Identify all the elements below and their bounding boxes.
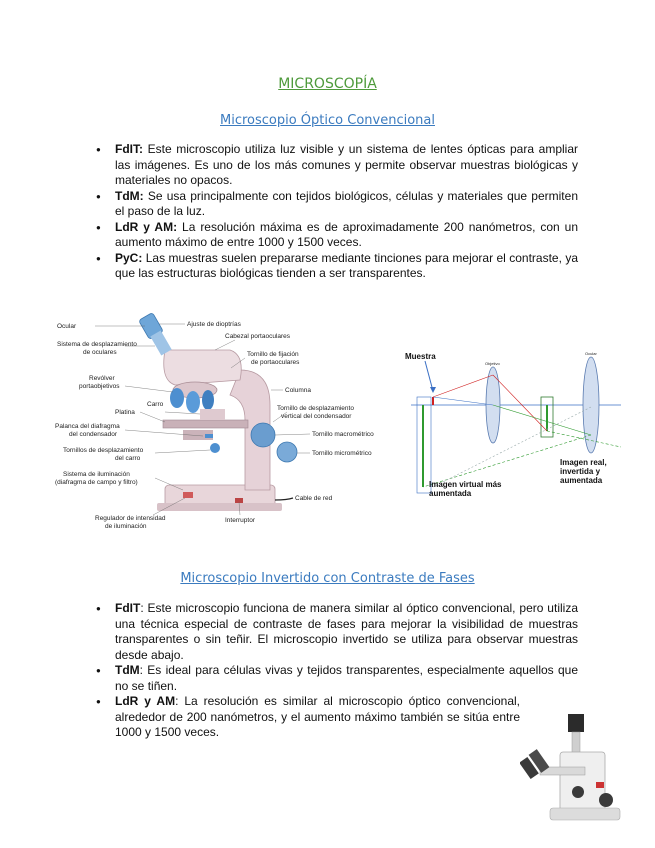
label-imagen-virtual-2: aumentada bbox=[429, 489, 472, 498]
label-cable: Cable de red bbox=[295, 495, 333, 502]
label-tornillos-carro: Tornillos de desplazamiento bbox=[63, 447, 144, 454]
label-revolver: Revólver bbox=[89, 375, 115, 382]
label-tornillos-carro-2: del carro bbox=[115, 455, 141, 462]
list-item: ● PyC: Las muestras suelen prepararse mediante tinciones para mejorar el contraste, ya que las estructuras biológicas tienden a ser transparentes. bbox=[115, 251, 578, 282]
label-platina: Platina bbox=[115, 409, 135, 416]
label-tornillo-vert-2: vertical del condensador bbox=[281, 413, 352, 420]
label-macro: Tornillo macrométrico bbox=[312, 431, 374, 438]
label-tornillo-vert: Tornillo de desplazamiento bbox=[277, 405, 354, 412]
label-imagen-real: Imagen real, bbox=[560, 458, 607, 467]
label-sistema-desp-2: de oculares bbox=[83, 349, 117, 356]
label-interruptor: Interruptor bbox=[225, 517, 255, 524]
label-tornillo-fij: Tornillo de fijación bbox=[247, 351, 299, 358]
label-carro: Carro bbox=[147, 401, 164, 408]
label-regulador-2: de iluminación bbox=[105, 523, 147, 530]
list-item: ● LdR y AM: La resolución máxima es de aproximadamente 200 nanómetros, con un aumento máximo de entre 1000 y 1500 veces. bbox=[115, 220, 578, 251]
inverted-microscope-image bbox=[520, 712, 625, 824]
section1-heading: Microscopio Óptico Convencional bbox=[220, 113, 435, 128]
label-imagen-real-2: invertida y bbox=[560, 467, 601, 476]
label-ocular-lens: Ocular bbox=[585, 351, 597, 356]
list-item: ● TdM: Es ideal para células vivas y tejidos transparentes, especialmente aquellos que no se tiñen. bbox=[115, 663, 578, 694]
microscope-diagram bbox=[55, 310, 385, 542]
section2-list bbox=[115, 601, 578, 741]
list-item: ● FdIT: Este microscopio utiliza luz visible y un sistema de lentes ópticas para ampliar las imágenes. Es uno de los más comunes y permite observar muestras biológicas y materiales no opacos. bbox=[115, 142, 578, 189]
section1-list bbox=[115, 142, 578, 282]
label-imagen-real-3: aumentada bbox=[560, 476, 603, 485]
label-columna: Columna bbox=[285, 387, 312, 394]
label-revolver-2: portaobjetivos bbox=[79, 383, 120, 390]
label-cabezal: Cabezal portaoculares bbox=[225, 333, 291, 340]
section2-heading: Microscopio Invertido con Contraste de Fases bbox=[180, 571, 475, 586]
list-item: ● LdR y AM: La resolución es similar al microscopio óptico convencional, alrededor de 200 nanómetros, y el aumento máximo también se sitúa entre 1000 y 1500 veces. bbox=[115, 694, 520, 741]
label-iluminacion: Sistema de iluminación bbox=[63, 471, 130, 478]
list-item: ● TdM: Se usa principalmente con tejidos biológicos, células y materiales que permiten el paso de la luz. bbox=[115, 189, 578, 220]
page-title: MICROSCOPÍA bbox=[278, 76, 377, 92]
label-micro: Tornillo micrométrico bbox=[312, 450, 372, 457]
label-palanca-2: del condensador bbox=[69, 431, 118, 438]
label-iluminacion-2: (diafragma de campo y filtro) bbox=[55, 479, 138, 486]
label-palanca: Palanca del diafragma bbox=[55, 423, 120, 430]
label-imagen-virtual: Imagen virtual más bbox=[429, 480, 502, 489]
label-ocular: Ocular bbox=[57, 323, 77, 330]
list-item: ● FdIT: Este microscopio funciona de manera similar al óptico convencional, pero utiliza una técnica especial de contraste de fases para mejorar la visibilidad de muestras transparentes o sin teñir. El microscopio invertido se utiliza para observar muestras desde abajo. bbox=[115, 601, 578, 663]
label-regulador: Regulador de intensidad bbox=[95, 515, 166, 522]
label-sistema-desp: Sistema de desplazamiento bbox=[57, 341, 137, 348]
optics-diagram bbox=[403, 347, 625, 507]
label-ajuste: Ajuste de dioptrías bbox=[187, 321, 241, 328]
label-objetivo: Objetivo bbox=[485, 361, 500, 366]
label-muestra: Muestra bbox=[405, 352, 436, 361]
label-tornillo-fij-2: de portaoculares bbox=[251, 359, 300, 366]
